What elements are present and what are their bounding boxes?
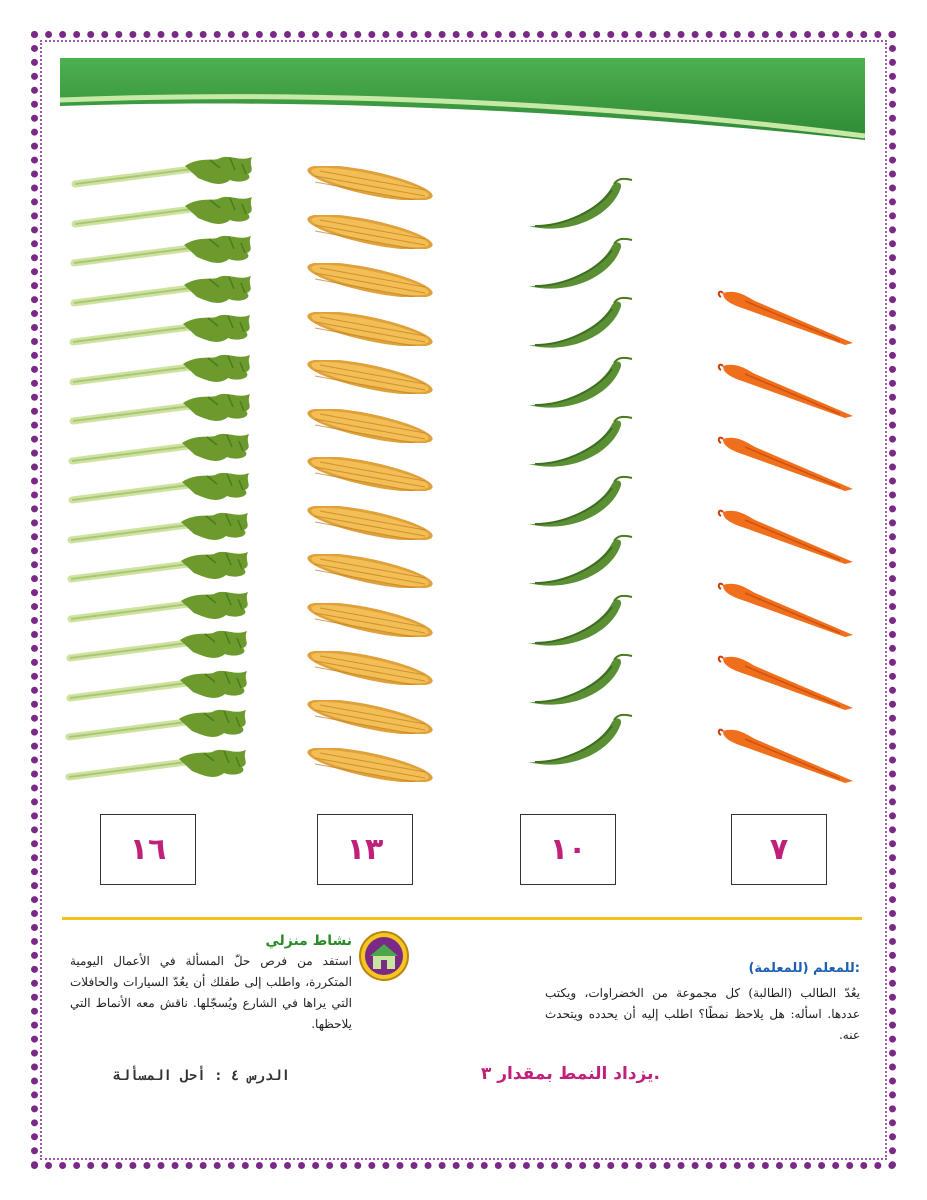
celery-item (67, 431, 257, 471)
count-corn: ١٣ (346, 832, 384, 867)
celery-item (65, 628, 255, 668)
celery-column (70, 160, 260, 790)
corn-item (300, 457, 440, 491)
pea-item (520, 355, 640, 415)
corn-item (300, 554, 440, 588)
carrot-item (715, 725, 860, 785)
divider-line (62, 917, 862, 920)
count-box-celery (100, 814, 196, 885)
celery-item (64, 707, 254, 747)
corn-item (300, 263, 440, 297)
teacher-note-text: يعُدّ الطالب (الطالبة) كل مجموعة من الخضراوات، ويكتب عددها. اسأله: هل يلاحظ نمطًا؟ اطلب إليه أن يحدده ويتحدث عنه. (545, 986, 860, 1042)
pattern-answer: يزداد النمط بمقدار ٣. (480, 1064, 660, 1084)
celery-item (69, 233, 259, 273)
corn-item (300, 603, 440, 637)
pea-item (520, 712, 640, 772)
carrot-item (715, 360, 860, 420)
carrot-column (715, 160, 860, 790)
pea-item (520, 236, 640, 296)
corn-item (300, 748, 440, 782)
home-activity-text: استفد من فرص حلّ المسألة في الأعمال اليومية المتكررة، واطلب إلى طفلك أن يعُدّ السيارات والحافلات التي يراها في الشارع ويُسجّلها. ناقش معه الأنماط التي يلاحظها. (70, 954, 352, 1031)
carrot-item (715, 433, 860, 493)
pea-item (520, 176, 640, 236)
pea-item (520, 414, 640, 474)
corn-column (300, 160, 450, 790)
count-pea-pod: ١٠ (549, 832, 587, 867)
celery-item (65, 668, 255, 708)
pea-item (520, 593, 640, 653)
celery-item (69, 273, 259, 313)
carrot-item (715, 506, 860, 566)
carrot-item (715, 579, 860, 639)
corn-item (300, 506, 440, 540)
count-box-pea-pod (520, 814, 616, 885)
corn-item (300, 166, 440, 200)
celery-item (66, 549, 256, 589)
count-carrot: ٧ (769, 832, 789, 867)
celery-item (64, 747, 254, 787)
corn-item (300, 215, 440, 249)
celery-item (70, 154, 260, 194)
celery-item (68, 352, 258, 392)
carrot-item (715, 287, 860, 347)
corn-item (300, 651, 440, 685)
count-box-corn (317, 814, 413, 885)
corn-item (300, 409, 440, 443)
corn-item (300, 700, 440, 734)
pea-item (520, 533, 640, 593)
corn-item (300, 312, 440, 346)
corn-item (300, 360, 440, 394)
celery-item (66, 589, 256, 629)
celery-item (66, 510, 256, 550)
home-icon (358, 930, 410, 982)
green-banner (60, 58, 865, 148)
lesson-label: الدرس ٤ : أحل المسألة (112, 1068, 290, 1084)
teacher-note-title: للمعلم (للمعلمة): (748, 961, 860, 976)
pea-item (520, 295, 640, 355)
pea-item (520, 474, 640, 534)
celery-item (68, 312, 258, 352)
celery-item (68, 391, 258, 431)
pea-pod-column (520, 160, 640, 790)
celery-item (67, 470, 257, 510)
count-celery: ١٦ (129, 832, 167, 867)
pea-item (520, 652, 640, 712)
count-box-carrot (731, 814, 827, 885)
carrot-item (715, 652, 860, 712)
home-activity-title: نشاط منزلي (265, 933, 352, 949)
celery-item (70, 194, 260, 234)
